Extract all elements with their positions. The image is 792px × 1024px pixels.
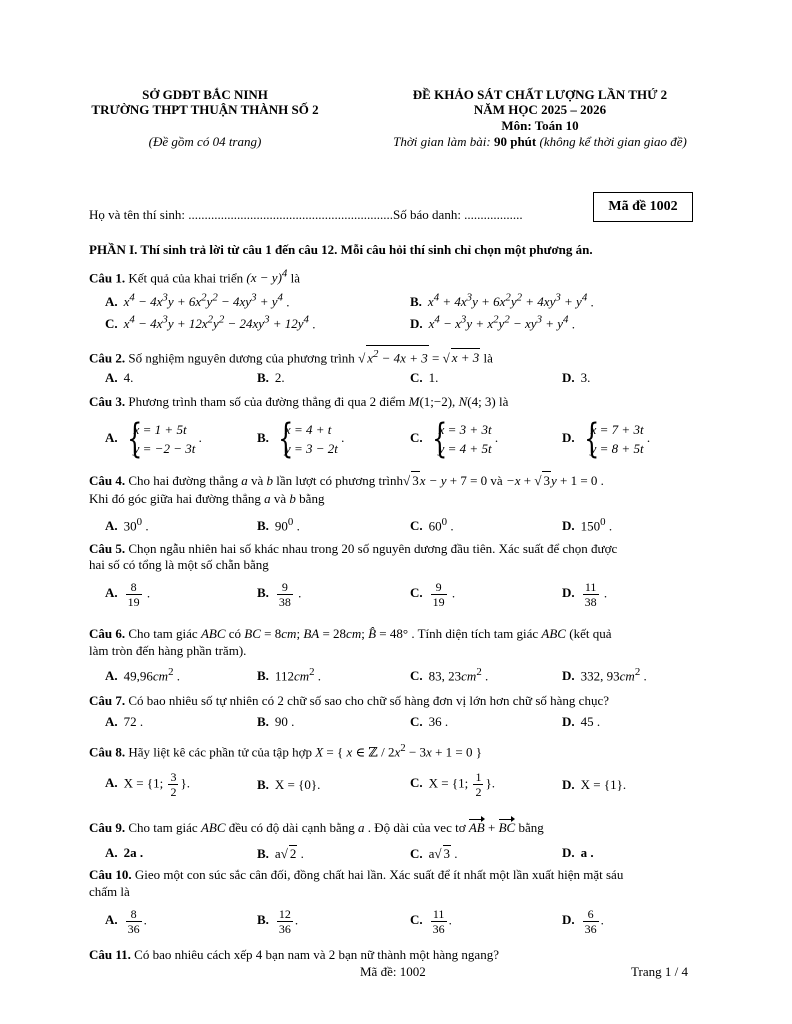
- question-4: Câu 4. Cho hai đường thẳng a và b lần lượt có phương trình√ 3x − y + 7 = 0 và −x + √ 3y + 1 = 0 .: [89, 473, 604, 488]
- q9-option-d[interactable]: D. a .: [562, 845, 594, 860]
- q3-option-a[interactable]: A. { x = 1 + 5t y = −2 − 3t .: [105, 420, 202, 458]
- q2-option-d[interactable]: D. 3.: [562, 370, 591, 385]
- question-6-line2: làm tròn đến hàng phần trăm).: [89, 643, 247, 658]
- q6-option-c[interactable]: C. 83, $23cm^2$ .: [410, 666, 489, 684]
- student-name-field[interactable]: Họ và tên thí sinh: ...............................................................: [89, 207, 394, 222]
- q6-option-a[interactable]: A. $49,96cm^2$ .: [105, 666, 180, 684]
- q9-option-a[interactable]: A. 2a .: [105, 845, 144, 860]
- question-2: Câu 2. Số nghiệm nguyên dương của phương trình √ $x^2 - 4x + 3$ = √ x + 3 là: [89, 345, 493, 366]
- question-6: Câu 6. Cho tam giác ABC có BC = 8cm; BA = 28cm; B̂ = 48° . Tính diện tích tam giác ABC (kết quả: [89, 626, 612, 641]
- q3-option-b[interactable]: B. { x = 4 + t y = 3 − 2t .: [257, 420, 344, 458]
- page-count-note: (Đề gồm có 04 trang): [148, 134, 262, 149]
- question-4-line2: Khi đó góc giữa hai đường thẳng a và b bằng: [89, 491, 325, 506]
- question-9: Câu 9. Cho tam giác ABC đều có độ dài cạnh bằng a . Độ dài của vec tơ AB + BC bằng: [89, 820, 544, 835]
- q4-option-b[interactable]: B. $90^0$ .: [257, 516, 300, 534]
- school-department: SỞ GDĐT BẮC NINH: [142, 87, 268, 102]
- q3-option-c[interactable]: C. { x = 3 + 3t y = 4 + 5t .: [410, 420, 498, 458]
- footer-exam-code: Mã đề: 1002: [360, 964, 426, 979]
- school-name: TRƯỜNG THPT THUẬN THÀNH SỐ 2: [91, 102, 319, 117]
- exam-title: ĐỀ KHẢO SÁT CHẤT LƯỢNG LẦN THỨ 2: [412, 87, 668, 102]
- question-8: Câu 8. Hãy liệt kê các phần tử của tập hợp X = { x ∈ ℤ / $2x^2 - 3x + 1 = 0$ }: [89, 742, 482, 760]
- q7-option-c[interactable]: C. 36 .: [410, 714, 449, 729]
- q4-option-c[interactable]: C. $60^0$ .: [410, 516, 454, 534]
- question-5-line2: hai số có tổng là một số chẵn bằng: [89, 557, 269, 572]
- q9-option-b[interactable]: B. a√ 2 .: [257, 846, 304, 861]
- q7-option-d[interactable]: D. 45 .: [562, 714, 601, 729]
- q1-option-c[interactable]: C. $x^4 - 4x^3y + 12x^2y^2 - 24xy^3 + 12y^4$ .: [105, 314, 316, 332]
- q8-option-d[interactable]: D. X = {1}.: [562, 777, 627, 792]
- q10-option-a[interactable]: A. $\frac{8}{36}$ .: [105, 907, 147, 936]
- question-11: Câu 11. Có bao nhiêu cách xếp 4 bạn nam và 2 bạn nữ thành một hàng ngang?: [89, 947, 499, 962]
- q10-option-b[interactable]: B. $\frac{12}{36}$ .: [257, 907, 299, 936]
- student-id-field[interactable]: Số báo danh: ..................: [393, 207, 523, 222]
- q5-option-b[interactable]: B. $\frac{9}{38}$ .: [257, 580, 302, 609]
- footer-page-number: Trang 1 / 4: [631, 964, 688, 979]
- student-info: [89, 206, 523, 223]
- q8-option-b[interactable]: B. X = {0}.: [257, 777, 321, 792]
- q1-option-b[interactable]: B. $x^4 + 4x^3y + 6x^2y^2 + 4xy^3 + y^4$ .: [410, 292, 594, 310]
- q5-option-a[interactable]: A. $\frac{8}{19}$ .: [105, 580, 151, 609]
- q9-option-c[interactable]: C. a√ 3 .: [410, 846, 458, 861]
- q6-option-b[interactable]: B. $112cm^2$ .: [257, 666, 322, 684]
- q10-option-c[interactable]: C. $\frac{11}{36}$ .: [410, 907, 452, 936]
- question-10: Câu 10. Gieo một con súc sắc cân đối, đồng chất hai lần. Xác suất để ít nhất một lần xuất hiện mặt sáu: [89, 867, 624, 882]
- q8-option-c[interactable]: C. X = {1; $\frac{1}{2}$ }.: [410, 770, 495, 799]
- q2-option-c[interactable]: C. 1.: [410, 370, 439, 385]
- exam-code-box: Mã đề 1002: [593, 192, 693, 222]
- q3-option-d[interactable]: D. { x = 7 + 3t y = 8 + 5t .: [562, 420, 650, 458]
- q4-option-a[interactable]: A. $30^0$ .: [105, 516, 149, 534]
- question-10-line2: chấm là: [89, 884, 130, 899]
- q8-option-a[interactable]: A. X = {1; $\frac{3}{2}$ }.: [105, 770, 190, 799]
- q1-option-d[interactable]: D. $x^4 - x^3y + x^2y^2 - xy^3 + y^4$ .: [410, 314, 575, 332]
- q7-option-a[interactable]: A. 72 .: [105, 714, 144, 729]
- question-1: Câu 1. Kết quả của khai triển $(x - y)^4$ là: [89, 268, 300, 286]
- q5-option-d[interactable]: D. $\frac{11}{38}$ .: [562, 580, 608, 609]
- question-5: Câu 5. Chọn ngẫu nhiên hai số khác nhau trong 20 số nguyên dương đầu tiên. Xác suất để chọn được: [89, 541, 618, 556]
- q5-option-c[interactable]: C. $\frac{9}{19}$ .: [410, 580, 456, 609]
- q10-option-d[interactable]: D. $\frac{6}{36}$ .: [562, 907, 604, 936]
- q2-option-b[interactable]: B. 2.: [257, 370, 285, 385]
- part1-heading: PHẦN I. Thí sinh trả lời từ câu 1 đến câu 12. Mỗi câu hỏi thí sinh chỉ chọn một phương án.: [89, 242, 593, 257]
- q1-option-a[interactable]: A. $x^4 - 4x^3y + 6x^2y^2 - 4xy^3 + y^4$ .: [105, 292, 290, 310]
- exam-time: Thời gian làm bài: 90 phút (không kể thời gian giao đề): [393, 134, 687, 149]
- school-year: NĂM HỌC 2025 – 2026: [473, 102, 607, 117]
- subject: Môn: Toán 10: [501, 118, 579, 133]
- question-3: Câu 3. Phương trình tham số của đường thẳng đi qua 2 điểm M(1;−2), N(4; 3) là: [89, 394, 509, 409]
- q6-option-d[interactable]: D. 332, $93cm^2$ .: [562, 666, 647, 684]
- q7-option-b[interactable]: B. 90 .: [257, 714, 295, 729]
- question-7: Câu 7. Có bao nhiêu số tự nhiên có 2 chữ số sao cho chữ số hàng đơn vị lớn hơn chữ số hàng chục?: [89, 693, 609, 708]
- q2-option-a[interactable]: A. 4.: [105, 370, 134, 385]
- q4-option-d[interactable]: D. $150^0$ .: [562, 516, 613, 534]
